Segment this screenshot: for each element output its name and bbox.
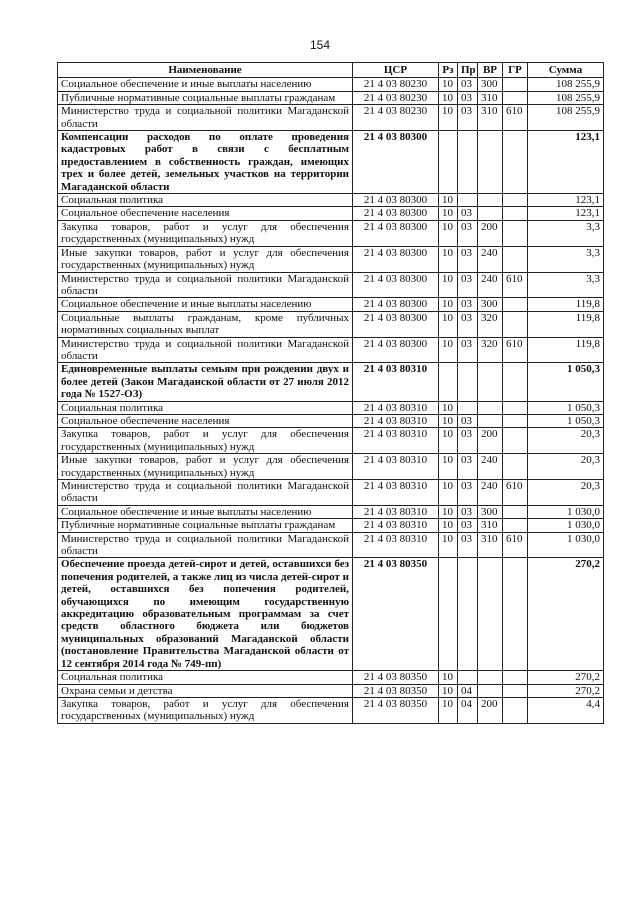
cell-vr: 310 — [478, 519, 503, 532]
table-row — [58, 684, 604, 697]
cell-sum: 20,3 — [528, 480, 604, 506]
cell-vr — [478, 131, 503, 194]
cell-vr — [478, 207, 503, 220]
cell-vr: 320 — [478, 311, 503, 337]
table-row — [58, 337, 604, 363]
cell-sum: 1 050,3 — [528, 414, 604, 427]
cell-pr: 03 — [458, 337, 478, 363]
cell-sum: 119,8 — [528, 337, 604, 363]
header-rz: Рз — [439, 63, 458, 78]
cell-gr — [503, 207, 528, 220]
cell-pr — [458, 194, 478, 207]
cell-sum: 1 050,3 — [528, 401, 604, 414]
cell-gr — [503, 91, 528, 104]
cell-csr: 21 4 03 80350 — [353, 684, 439, 697]
header-sum: Сумма — [528, 63, 604, 78]
table-row — [58, 220, 604, 246]
cell-name: Социальное обеспечение и иные выплаты населению — [58, 78, 353, 91]
cell-sum: 4,4 — [528, 697, 604, 723]
cell-sum: 20,3 — [528, 454, 604, 480]
cell-pr — [458, 671, 478, 684]
cell-pr: 03 — [458, 78, 478, 91]
cell-gr — [503, 558, 528, 671]
cell-csr: 21 4 03 80230 — [353, 78, 439, 91]
cell-name: Закупка товаров, работ и услуг для обеспечения государственных (муниципальных) нужд — [58, 428, 353, 454]
cell-rz: 10 — [439, 298, 458, 311]
cell-name: Охрана семьи и детства — [58, 684, 353, 697]
table-row-section — [58, 363, 604, 401]
cell-gr — [503, 697, 528, 723]
cell-vr — [478, 401, 503, 414]
cell-name: Социальная политика — [58, 194, 353, 207]
table-row — [58, 105, 604, 131]
cell-pr: 04 — [458, 684, 478, 697]
cell-vr: 300 — [478, 78, 503, 91]
cell-pr: 03 — [458, 311, 478, 337]
cell-csr: 21 4 03 80310 — [353, 428, 439, 454]
cell-pr: 04 — [458, 697, 478, 723]
cell-gr — [503, 194, 528, 207]
header-name: Наименование — [58, 63, 353, 78]
cell-vr: 300 — [478, 298, 503, 311]
cell-csr: 21 4 03 80350 — [353, 697, 439, 723]
cell-pr — [458, 558, 478, 671]
cell-csr: 21 4 03 80300 — [353, 298, 439, 311]
cell-gr — [503, 428, 528, 454]
cell-gr — [503, 414, 528, 427]
cell-pr: 03 — [458, 505, 478, 518]
table-row — [58, 519, 604, 532]
cell-sum: 123,1 — [528, 194, 604, 207]
table-body — [58, 78, 604, 723]
cell-csr: 21 4 03 80310 — [353, 532, 439, 558]
cell-vr: 300 — [478, 505, 503, 518]
cell-csr: 21 4 03 80300 — [353, 311, 439, 337]
cell-csr: 21 4 03 80350 — [353, 671, 439, 684]
cell-csr: 21 4 03 80230 — [353, 91, 439, 104]
cell-csr: 21 4 03 80310 — [353, 454, 439, 480]
table-row — [58, 671, 604, 684]
cell-name: Социальная политика — [58, 671, 353, 684]
cell-rz: 10 — [439, 454, 458, 480]
cell-vr — [478, 671, 503, 684]
table-row — [58, 207, 604, 220]
cell-name: Министерство труда и социальной политики Магаданской области — [58, 105, 353, 131]
cell-rz: 10 — [439, 337, 458, 363]
cell-csr: 21 4 03 80300 — [353, 194, 439, 207]
cell-gr — [503, 363, 528, 401]
cell-gr: 610 — [503, 532, 528, 558]
cell-rz: 10 — [439, 272, 458, 298]
cell-name: Социальное обеспечение и иные выплаты населению — [58, 298, 353, 311]
cell-csr: 21 4 03 80300 — [353, 131, 439, 194]
cell-rz: 10 — [439, 78, 458, 91]
cell-rz — [439, 558, 458, 671]
cell-name: Единовременные выплаты семьям при рождении двух и более детей (Закон Магаданской области от 27 июля 2012 года № 1527-ОЗ) — [58, 363, 353, 401]
cell-rz: 10 — [439, 480, 458, 506]
cell-pr: 03 — [458, 272, 478, 298]
cell-sum: 119,8 — [528, 298, 604, 311]
page-number: 154 — [309, 38, 331, 52]
cell-name: Социальные выплаты гражданам, кроме публичных нормативных социальных выплат — [58, 311, 353, 337]
cell-gr — [503, 246, 528, 272]
table-row — [58, 311, 604, 337]
table-row — [58, 298, 604, 311]
cell-sum: 1 030,0 — [528, 532, 604, 558]
table-row — [58, 454, 604, 480]
cell-csr: 21 4 03 80230 — [353, 105, 439, 131]
cell-sum: 3,3 — [528, 220, 604, 246]
cell-vr: 310 — [478, 91, 503, 104]
cell-pr: 03 — [458, 298, 478, 311]
cell-name: Социальная политика — [58, 401, 353, 414]
cell-sum: 1 030,0 — [528, 519, 604, 532]
cell-name: Компенсации расходов по оплате проведения кадастровых работ в связи с бесплатным предоставлением в собственность граждан, имеющих трех и более детей, земельных участков на территории Магаданской области — [58, 131, 353, 194]
cell-vr: 200 — [478, 428, 503, 454]
table-header-row — [58, 63, 604, 78]
cell-vr — [478, 684, 503, 697]
cell-vr: 320 — [478, 337, 503, 363]
cell-rz: 10 — [439, 697, 458, 723]
cell-rz: 10 — [439, 220, 458, 246]
cell-vr: 310 — [478, 105, 503, 131]
cell-gr — [503, 131, 528, 194]
cell-name: Иные закупки товаров, работ и услуг для обеспечения государственных (муниципальных) нужд — [58, 246, 353, 272]
header-gr: ГР — [503, 63, 528, 78]
cell-name: Министерство труда и социальной политики Магаданской области — [58, 480, 353, 506]
cell-pr: 03 — [458, 246, 478, 272]
cell-csr: 21 4 03 80310 — [353, 414, 439, 427]
table-row — [58, 428, 604, 454]
cell-name: Министерство труда и социальной политики Магаданской области — [58, 532, 353, 558]
cell-csr: 21 4 03 80310 — [353, 505, 439, 518]
cell-rz: 10 — [439, 207, 458, 220]
cell-rz: 10 — [439, 311, 458, 337]
cell-sum: 20,3 — [528, 428, 604, 454]
cell-gr — [503, 220, 528, 246]
cell-name: Социальное обеспечение и иные выплаты населению — [58, 505, 353, 518]
table-row — [58, 194, 604, 207]
table-row — [58, 414, 604, 427]
cell-rz: 10 — [439, 532, 458, 558]
cell-gr — [503, 505, 528, 518]
table-row — [58, 246, 604, 272]
cell-csr: 21 4 03 80310 — [353, 363, 439, 401]
cell-name: Публичные нормативные социальные выплаты гражданам — [58, 519, 353, 532]
cell-sum: 1 030,0 — [528, 505, 604, 518]
cell-gr — [503, 298, 528, 311]
cell-vr — [478, 558, 503, 671]
cell-rz: 10 — [439, 414, 458, 427]
cell-pr — [458, 131, 478, 194]
cell-gr — [503, 311, 528, 337]
cell-vr — [478, 363, 503, 401]
cell-name: Социальное обеспечение населения — [58, 207, 353, 220]
cell-gr — [503, 78, 528, 91]
cell-vr: 240 — [478, 246, 503, 272]
table-row-section — [58, 558, 604, 671]
cell-rz — [439, 363, 458, 401]
table-row — [58, 272, 604, 298]
cell-rz: 10 — [439, 519, 458, 532]
header-pr: Пр — [458, 63, 478, 78]
cell-gr: 610 — [503, 272, 528, 298]
cell-name: Закупка товаров, работ и услуг для обеспечения государственных (муниципальных) нужд — [58, 697, 353, 723]
table-row — [58, 532, 604, 558]
cell-sum: 270,2 — [528, 684, 604, 697]
cell-sum: 108 255,9 — [528, 78, 604, 91]
cell-csr: 21 4 03 80310 — [353, 519, 439, 532]
cell-rz: 10 — [439, 505, 458, 518]
cell-csr: 21 4 03 80300 — [353, 246, 439, 272]
cell-sum: 108 255,9 — [528, 91, 604, 104]
cell-gr: 610 — [503, 480, 528, 506]
table-row — [58, 480, 604, 506]
cell-vr: 240 — [478, 272, 503, 298]
cell-sum: 3,3 — [528, 246, 604, 272]
cell-gr: 610 — [503, 337, 528, 363]
header-vr: ВР — [478, 63, 503, 78]
cell-csr: 21 4 03 80310 — [353, 480, 439, 506]
cell-vr — [478, 194, 503, 207]
cell-gr: 610 — [503, 105, 528, 131]
cell-csr: 21 4 03 80300 — [353, 207, 439, 220]
cell-sum: 270,2 — [528, 671, 604, 684]
cell-rz: 10 — [439, 671, 458, 684]
cell-gr — [503, 401, 528, 414]
table-row — [58, 91, 604, 104]
cell-pr: 03 — [458, 91, 478, 104]
cell-pr: 03 — [458, 414, 478, 427]
cell-csr: 21 4 03 80310 — [353, 401, 439, 414]
cell-gr — [503, 671, 528, 684]
cell-pr — [458, 401, 478, 414]
cell-vr: 310 — [478, 532, 503, 558]
cell-rz — [439, 131, 458, 194]
cell-vr: 200 — [478, 697, 503, 723]
table-row-section — [58, 131, 604, 194]
cell-pr: 03 — [458, 454, 478, 480]
cell-name: Обеспечение проезда детей-сирот и детей, оставшихся без попечения родителей, а также лиц из числа детей-сирот и детей, оставшихся без попечения родителей, обучающихся по имеющим государственную аккредитацию образовательным программам за счет средств областного бюджета или бюджетов муниципальных образований Магаданской области (постановление Правительства Магаданской области от 12 сентября 2014 года № 749-пп) — [58, 558, 353, 671]
table-row — [58, 78, 604, 91]
cell-vr: 240 — [478, 454, 503, 480]
cell-vr: 240 — [478, 480, 503, 506]
cell-name: Министерство труда и социальной политики Магаданской области — [58, 337, 353, 363]
cell-sum: 3,3 — [528, 272, 604, 298]
cell-sum: 123,1 — [528, 131, 604, 194]
cell-rz: 10 — [439, 91, 458, 104]
cell-pr: 03 — [458, 220, 478, 246]
cell-sum: 119,8 — [528, 311, 604, 337]
table-row — [58, 505, 604, 518]
cell-rz: 10 — [439, 194, 458, 207]
cell-name: Публичные нормативные социальные выплаты гражданам — [58, 91, 353, 104]
cell-vr — [478, 414, 503, 427]
cell-rz: 10 — [439, 428, 458, 454]
cell-csr: 21 4 03 80300 — [353, 220, 439, 246]
cell-name: Социальное обеспечение населения — [58, 414, 353, 427]
budget-table — [57, 62, 604, 724]
cell-rz: 10 — [439, 105, 458, 131]
cell-sum: 123,1 — [528, 207, 604, 220]
cell-sum: 270,2 — [528, 558, 604, 671]
cell-sum: 108 255,9 — [528, 105, 604, 131]
cell-rz: 10 — [439, 401, 458, 414]
cell-csr: 21 4 03 80350 — [353, 558, 439, 671]
cell-vr: 200 — [478, 220, 503, 246]
cell-gr — [503, 454, 528, 480]
cell-pr: 03 — [458, 428, 478, 454]
cell-pr: 03 — [458, 207, 478, 220]
cell-pr: 03 — [458, 480, 478, 506]
cell-name: Иные закупки товаров, работ и услуг для обеспечения государственных (муниципальных) нужд — [58, 454, 353, 480]
cell-csr: 21 4 03 80300 — [353, 272, 439, 298]
cell-sum: 1 050,3 — [528, 363, 604, 401]
cell-pr — [458, 363, 478, 401]
cell-pr: 03 — [458, 532, 478, 558]
header-csr: ЦСР — [353, 63, 439, 78]
cell-gr — [503, 684, 528, 697]
cell-name: Министерство труда и социальной политики Магаданской области — [58, 272, 353, 298]
table-row — [58, 697, 604, 723]
cell-csr: 21 4 03 80300 — [353, 337, 439, 363]
cell-gr — [503, 519, 528, 532]
cell-pr: 03 — [458, 519, 478, 532]
cell-name: Закупка товаров, работ и услуг для обеспечения государственных (муниципальных) нужд — [58, 220, 353, 246]
cell-rz: 10 — [439, 684, 458, 697]
cell-pr: 03 — [458, 105, 478, 131]
table-row — [58, 401, 604, 414]
cell-rz: 10 — [439, 246, 458, 272]
